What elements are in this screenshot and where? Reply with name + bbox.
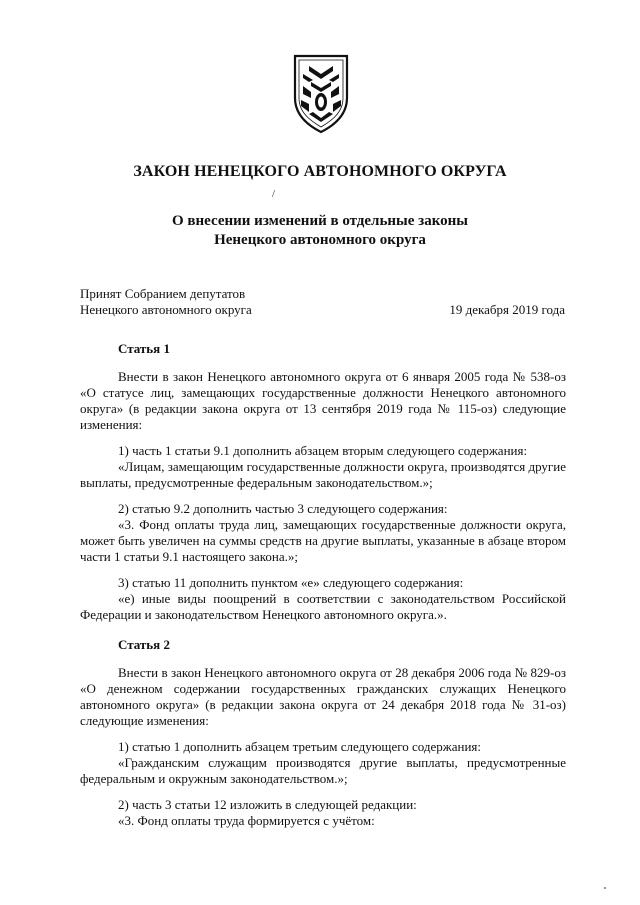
- coat-of-arms-emblem: [289, 52, 353, 136]
- adoption-date: 19 декабря 2019 года: [449, 302, 565, 317]
- law-subtitle: [0, 212, 640, 250]
- law-title: ЗАКОН НЕНЕЦКОГО АВТОНОМНОГО ОКРУГА: [133, 163, 507, 180]
- article-1-item-2-head: 2) статью 9.2 дополнить частью 3 следующего содержания:: [118, 501, 448, 516]
- article-2-item-1-text: «Гражданским служащим производятся другие выплаты, предусмотренные федеральным и окружным законодательством.»;: [80, 755, 566, 786]
- article-1-item-1-head: 1) часть 1 статьи 9.1 дополнить абзацем вторым следующего содержания:: [118, 443, 528, 458]
- article-2-intro: Внести в закон Ненецкого автономного округа от 28 декабря 2006 года № 829-оз «О денежном содержании государственных гражданских служащих Ненецкого автономного округа» (в редакции закона округа от 24 декабря 2018 года № 31-оз) следующие изменения:: [80, 665, 566, 728]
- subtitle-line-2: Ненецкого автономного округа: [214, 232, 426, 248]
- article-1-item-1-text: «Лицам, замещающим государственные должности округа, производятся другие выплаты, предусмотренные федеральным законодательством.»;: [80, 459, 566, 490]
- article-1-item-3-head: 3) статью 11 дополнить пунктом «е» следующего содержания:: [118, 575, 464, 590]
- scan-speck: [604, 887, 606, 889]
- article-2-item-1-head: 1) статью 1 дополнить абзацем третьим следующего содержания:: [118, 739, 482, 754]
- article-1-intro: Внести в закон Ненецкого автономного округа от 6 января 2005 года № 538-оз «О статусе лиц, замещающих государственные должности Ненецкого автономного округа» (в редакции закона округа от 13 сентября 2019 года № 115-оз) следующие изменения:: [80, 369, 566, 432]
- adoption-line-2: Ненецкого автономного округа: [80, 302, 252, 317]
- article-2-item-2-text: «3. Фонд оплаты труда формируется с учётом:: [118, 813, 375, 828]
- article-2-heading: Статья 2: [118, 637, 170, 652]
- adoption-info: [80, 286, 252, 318]
- article-2-item-2-head: 2) часть 3 статьи 12 изложить в следующей редакции:: [118, 797, 417, 812]
- adoption-line-1: Принят Собранием депутатов: [80, 286, 246, 301]
- subtitle-line-1: О внесении изменений в отдельные законы: [172, 213, 468, 229]
- handwritten-mark: /: [272, 188, 276, 200]
- article-1-heading: Статья 1: [118, 341, 170, 356]
- document-body: [80, 341, 566, 829]
- article-1-item-2-text: «3. Фонд оплаты труда лиц, замещающих государственные должности округа, может быть увеличен на суммы средств на другие выплаты, указанные в абзаце втором части 1 статьи 9.1 настоящего закона.»;: [80, 517, 566, 564]
- article-1-item-3-text: «е) иные виды поощрений в соответствии с законодательством Российской Федерации и законодательством Ненецкого автономного округа.».: [80, 591, 566, 622]
